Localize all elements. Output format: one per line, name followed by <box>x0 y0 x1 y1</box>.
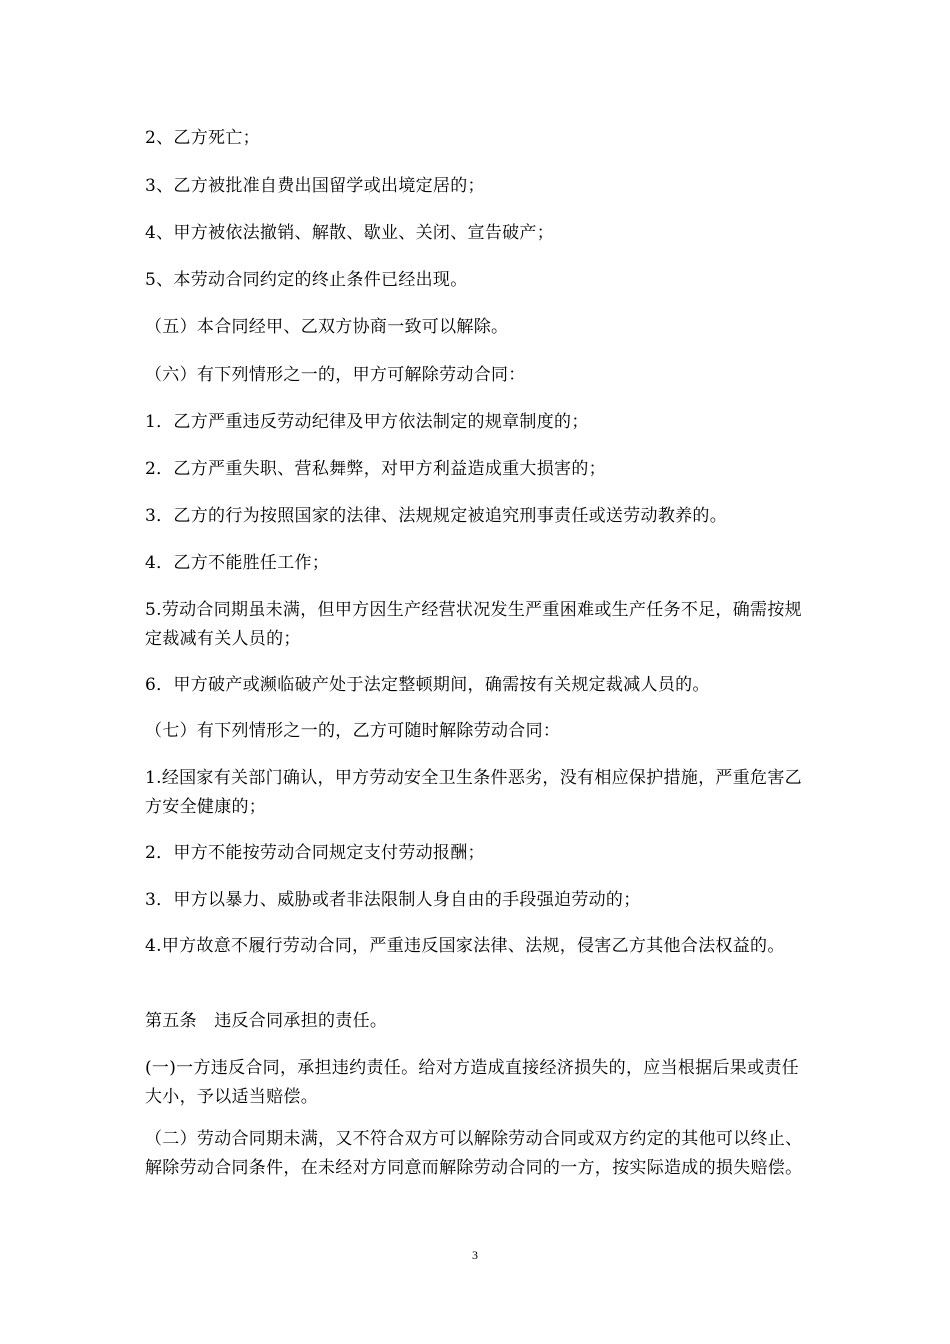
paragraph: 3．乙方的行为按照国家的法律、法规规定被追究刑事责任或送劳动教养的。 <box>145 506 728 526</box>
paragraph: 3．甲方以暴力、威胁或者非法限制人身自由的手段强迫劳动的； <box>145 890 641 910</box>
paragraph: 4.甲方故意不履行劳动合同，严重违反国家法律、法规，侵害乙方其他合法权益的。 <box>145 936 785 956</box>
paragraph: 5.劳动合同期虽未满，但甲方因生产经营状况发生严重困难或生产任务不足，确需按规定裁减有关人员的； <box>145 600 802 649</box>
page-number: 3 <box>472 1248 478 1262</box>
paragraph: 3、乙方被批准自费出国留学或出境定居的； <box>145 176 485 196</box>
paragraph: 6．甲方破产或濒临破产处于法定整顿期间，确需按有关规定裁减人员的。 <box>145 675 710 695</box>
paragraph: 第五条 违反合同承担的责任。 <box>145 1011 388 1031</box>
paragraph: 1．乙方严重违反劳动纪律及甲方依法制定的规章制度的； <box>145 412 589 432</box>
paragraph: （六）有下列情形之一的，甲方可解除劳动合同： <box>145 365 526 385</box>
paragraph: （二）劳动合同期未满，又不符合双方可以解除劳动合同或双方约定的其他可以终止、解除劳动合同条件，在未经对方同意而解除劳动合同的一方，按实际造成的损失赔偿。 <box>145 1129 803 1178</box>
paragraph: 4．乙方不能胜任工作； <box>145 553 330 573</box>
paragraph: 2．乙方严重失职、营私舞弊，对甲方利益造成重大损害的； <box>145 459 606 479</box>
paragraph: 1.经国家有关部门确认，甲方劳动安全卫生条件恶劣，没有相应保护措施，严重危害乙方安全健康的； <box>145 768 802 817</box>
paragraph: 4、甲方被依法撤销、解散、歇业、关闭、宣告破产； <box>145 223 555 243</box>
paragraph: 5、本劳动合同约定的终止条件已经出现。 <box>145 270 468 290</box>
paragraph: 2、乙方死亡； <box>145 128 260 148</box>
paragraph: （五）本合同经甲、乙双方协商一致可以解除。 <box>145 317 509 337</box>
paragraph: (一)一方违反合同，承担违约责任。给对方造成直接经济损失的，应当根据后果或责任大小，予以适当赔偿。 <box>145 1058 799 1107</box>
paragraph: （七）有下列情形之一的，乙方可随时解除劳动合同： <box>145 721 561 741</box>
paragraph: 2．甲方不能按劳动合同规定支付劳动报酬； <box>145 843 485 863</box>
